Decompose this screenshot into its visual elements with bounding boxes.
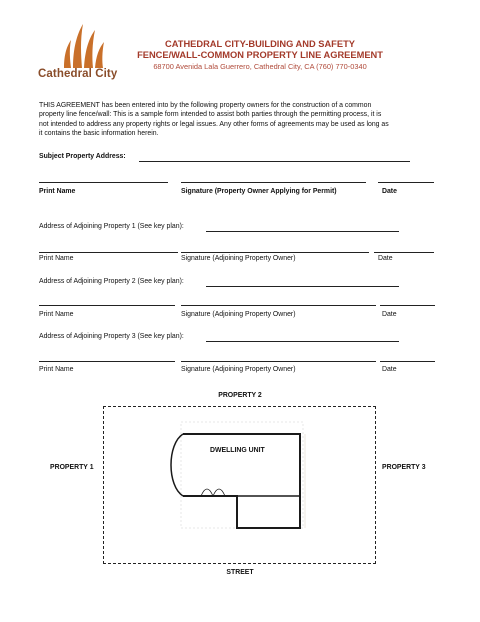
adjoining-3-address-label: Address of Adjoining Property 3 (See key plan): bbox=[39, 333, 184, 340]
adjoining-3-date-field[interactable] bbox=[380, 361, 435, 362]
adjoining-2-signature-field[interactable] bbox=[181, 305, 376, 306]
owner-print-name-label: Print Name bbox=[39, 188, 76, 195]
adjoining-3-signature-label: Signature (Adjoining Property Owner) bbox=[181, 366, 296, 373]
keyplan-property-3-label: PROPERTY 3 bbox=[382, 464, 426, 471]
adjoining-2-address-label: Address of Adjoining Property 2 (See key plan): bbox=[39, 278, 184, 285]
owner-date-label: Date bbox=[382, 188, 397, 195]
adjoining-3-print-name-field[interactable] bbox=[39, 361, 175, 362]
cathedral-logo-icon bbox=[58, 18, 118, 68]
dwelling-unit-label: DWELLING UNIT bbox=[210, 447, 265, 454]
adjoining-2-print-name-label: Print Name bbox=[39, 311, 74, 318]
subject-address-label: Subject Property Address: bbox=[39, 153, 126, 160]
adjoining-3-signature-field[interactable] bbox=[181, 361, 376, 362]
owner-signature-field[interactable] bbox=[181, 182, 366, 183]
adjoining-1-print-name-label: Print Name bbox=[39, 255, 74, 262]
intro-line: it contains the basic information herein. bbox=[39, 129, 159, 137]
keyplan-property-2-label: PROPERTY 2 bbox=[218, 392, 262, 399]
owner-signature-label: Signature (Property Owner Applying for Permit) bbox=[181, 188, 337, 195]
adjoining-1-signature-field[interactable] bbox=[181, 252, 369, 253]
owner-print-name-field[interactable] bbox=[39, 182, 168, 183]
adjoining-2-date-label: Date bbox=[382, 311, 397, 318]
intro-line: property line fence/wall: This is a sample form intended to assist both parties through the permitting process, it is bbox=[39, 111, 382, 119]
keyplan-property-1-label: PROPERTY 1 bbox=[50, 464, 94, 471]
adjoining-2-address-field[interactable] bbox=[206, 286, 399, 287]
form-title-2: FENCE/WALL-COMMON PROPERTY LINE AGREEMENT bbox=[137, 50, 383, 60]
adjoining-1-address-field[interactable] bbox=[206, 231, 399, 232]
floor-plan-drawing bbox=[155, 420, 320, 535]
adjoining-1-date-label: Date bbox=[378, 255, 393, 262]
adjoining-2-print-name-field[interactable] bbox=[39, 305, 175, 306]
intro-line: THIS AGREEMENT has been entered into by the following property owners for the construction of a common bbox=[39, 102, 372, 109]
agreement-intro bbox=[39, 101, 459, 138]
owner-date-field[interactable] bbox=[378, 182, 434, 183]
subject-address-field[interactable] bbox=[139, 161, 410, 162]
intro-line: not intended to address any property rights or legal issues. Any other forms of agreements may be used as long as bbox=[39, 120, 389, 128]
adjoining-1-address-label: Address of Adjoining Property 1 (See key plan): bbox=[39, 223, 184, 230]
form-title-1: CATHEDRAL CITY-BUILDING AND SAFETY bbox=[165, 39, 355, 49]
adjoining-1-signature-label: Signature (Adjoining Property Owner) bbox=[181, 255, 296, 262]
adjoining-1-date-field[interactable] bbox=[374, 252, 434, 253]
adjoining-3-print-name-label: Print Name bbox=[39, 366, 74, 373]
adjoining-1-print-name-field[interactable] bbox=[39, 252, 178, 253]
adjoining-3-date-label: Date bbox=[382, 366, 397, 373]
adjoining-2-signature-label: Signature (Adjoining Property Owner) bbox=[181, 311, 296, 318]
office-address: 68700 Avenida Lala Guerrero, Cathedral City, CA (760) 770-0340 bbox=[153, 62, 367, 71]
keyplan-street-label: STREET bbox=[226, 569, 254, 576]
adjoining-2-date-field[interactable] bbox=[380, 305, 435, 306]
adjoining-3-address-field[interactable] bbox=[206, 341, 399, 342]
logo-text: Cathedral City bbox=[38, 68, 118, 80]
dwelling-floor-plan bbox=[155, 420, 320, 535]
